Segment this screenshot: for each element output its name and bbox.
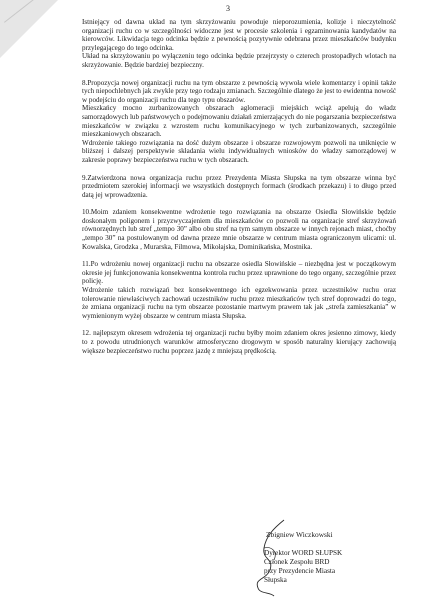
- page-corner-fold: [0, 0, 58, 58]
- paragraph-line: Wdrożenie takich rozwiązań bez konsekwentnego ich egzekwowania przez uczestników ruchu oraz tolerowanie niewłaściwych zachowań uczestników ruchu przez mieszkańców tych stref doprowadzi do tego, że zmiana organizacji ruchu na tym obszarze pozostanie martwym prawem tak jak „strefa zamieszkania” w wymienionym wyżej obszarze w centrum miasta Słupska.: [82, 286, 396, 320]
- paragraph-line: 9.Zatwierdzona nowa organizacja ruchu przez Prezydenta Miasta Słupska na tym obszarze winna być przedmiotem szerokiej informacji we wszystkich dostępnych formach (środkach przekazu) i to długo przed datą jej wprowadzenia.: [82, 173, 396, 199]
- paragraph-11: [82, 260, 396, 320]
- paragraph-line: Układ na skrzyżowaniu po wyłączeniu tego odcinka będzie przejrzysty o czterech prostopadłych wlotach na skrzyżowanie. Będzie bardziej bezpieczny.: [82, 52, 396, 69]
- paragraph-8: [82, 79, 396, 165]
- paragraph-intersection: [82, 18, 396, 70]
- signatory-title-line: przy Prezydencie Miasta: [264, 567, 336, 575]
- paragraph-line: Istniejący od dawna układ na tym skrzyżowaniu powoduje nieporozumienia, kolizje i nieczytelność organizacji ruchu co w szczególności widoczne jest w procesie szkolenia i egzaminowania kandydatów na kierowców. Likwidacja tego odcinka będzie z pewnością pozytywnie odebrana przez mieszkańców budynku przylegającego do tego odcinka.: [82, 18, 396, 52]
- page-number: 3: [226, 4, 230, 13]
- paragraph-line: 10.Moim zdaniem konsekwentne wdrożenie tego rozwiązania na obszarze Osiedla Słowińskie będzie doskonałym poligonem i przyzwyczajeniem dla mieszkańców co pozwoli na organizacje stref skrzyżowań równorzędnych lub stref „tempo 30” albo obu stref na tym samym obszarze w innych rejonach miast, choćby „tempo 30” na postulowanym od dawna przeze mnie obszarze w centrum miasta ograniczonym ulicami: ul. Kowalska, Grodzka , Murarska, Filmowa, Mikołajska, Dominikańska, Mostnika.: [82, 208, 396, 251]
- paragraph-12: [82, 329, 396, 355]
- signatory-title-line: Dyrektor WORD SŁUPSK: [264, 549, 343, 557]
- paragraph-line: Mieszkańcy mocno zurbanizowanych obszarach aglomeracji miejskich wciąż apelują do władz samorządowych lub państwowych o podejmowaniu działań zmierzających do nie pogarszania bezpieczeństwa mieszkańców w związku z wzrostem ruchu komunikacyjnego w tych zurbanizowanych, szczególnie mieszkaniowych obszarach.: [82, 104, 396, 139]
- paragraph-line: 11.Po wdrożeniu nowej organizacji ruchu na obszarze osiedla Słowińskie – niezbędna jest w początkowym okresie jej funkcjonowania konsekwentna kontrola ruchu przez uprawnione do tego organy, szczególnie przez policję.: [82, 260, 396, 286]
- paragraph-line: 12. najlepszym okresem wdrożenia tej organizacji ruchu byłby moim zdaniem okres jesienno zimowy, kiedy to z powodu utrudnionych warunków atmosferyczno drogowym w sposób naturalny kierujący zachowują większe bezpieczeństwo ruchu poprzez jazdę z mniejszą prędkością.: [82, 329, 396, 355]
- paragraph-9: [82, 174, 396, 200]
- signature-block: [258, 530, 418, 585]
- document-body: [82, 18, 396, 364]
- signatory-title-line: Słupska: [264, 576, 287, 584]
- paragraph-line: 8.Propozycja nowej organizacji ruchu na tym obszarze z pewnością wywoła wiele komentarzy i opinii także tych niepochlebnych jak zwykle przy tego rodzaju zmianach. Szczególnie dlatego że jest to ewidentna nowość w podejściu do organizacji ruchu dla tego typu obszarów.: [82, 78, 396, 104]
- paragraph-line: Wdrożenie takiego rozwiązania na dość dużym obszarze i obszarze rozwojowym pozwoli na uniknięcie w bliższej i dalszej perspektywie składania wielu indywidualnych wniosków do władzy samorządowej w zakresie poprawy bezpieczeństwa ruchu w tych obszarach.: [82, 138, 396, 164]
- paragraph-10: [82, 208, 396, 251]
- signatory-name: Zbigniew Wiczkowski: [266, 530, 333, 539]
- handwritten-signature-icon: [244, 518, 304, 598]
- signatory-title-line: Członek Zespołu BRD: [264, 558, 330, 566]
